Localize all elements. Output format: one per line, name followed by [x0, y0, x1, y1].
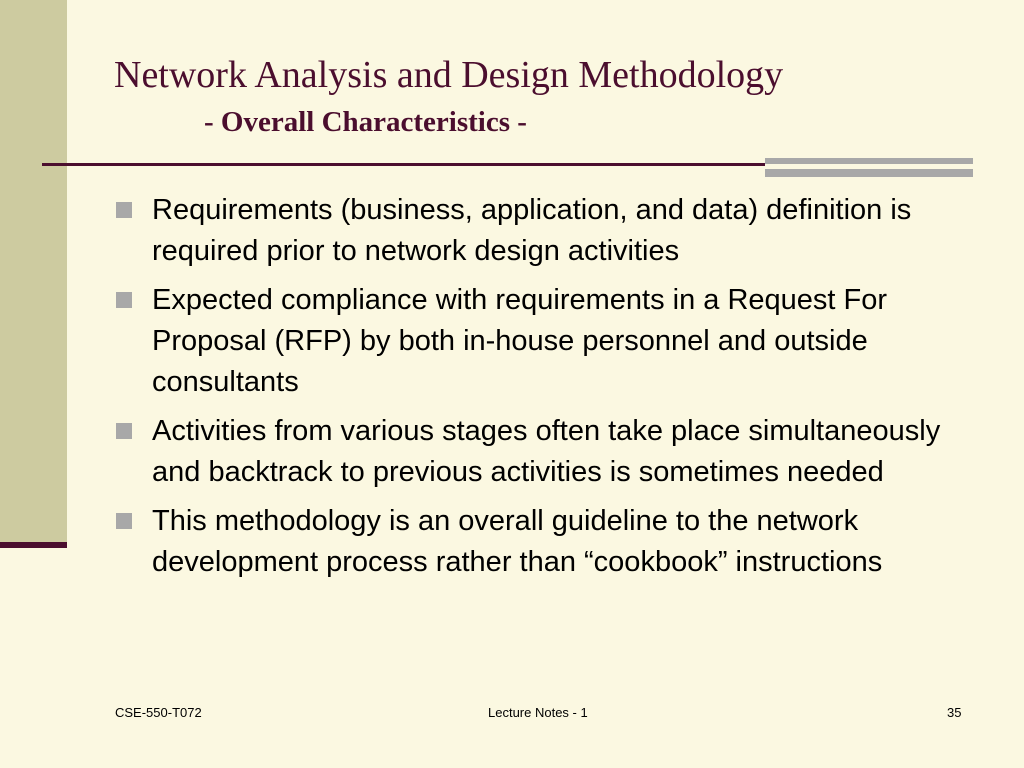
slide-title: Network Analysis and Design Methodology [114, 54, 784, 96]
title-divider-accent [765, 158, 973, 179]
left-decorative-bar [0, 0, 67, 545]
left-accent-line [0, 542, 67, 548]
square-bullet-icon [116, 292, 132, 308]
slide-subtitle: - Overall Characteristics - [204, 106, 527, 138]
bullet-text: Expected compliance with requirements in a Request For Proposal (RFP) by both in-house personnel and outside consultants [152, 284, 888, 398]
bullet-list [116, 190, 986, 591]
page-number: 35 [947, 705, 962, 720]
bullet-text: Activities from various stages often take place simultaneously and backtrack to previous activities is sometimes needed [152, 415, 941, 488]
square-bullet-icon [116, 513, 132, 529]
title-divider [42, 163, 765, 166]
bullet-item [116, 411, 986, 493]
bullet-text: Requirements (business, application, and data) definition is required prior to network design activities [152, 194, 912, 267]
bullet-item [116, 190, 986, 272]
footer-course-code: CSE-550-T072 [115, 705, 202, 720]
bullet-item [116, 280, 986, 403]
bullet-item [116, 501, 986, 583]
bullet-text: This methodology is an overall guideline to the network development process rather than “cookbook” instructions [152, 505, 883, 578]
footer-title: Lecture Notes - 1 [488, 705, 588, 720]
square-bullet-icon [116, 423, 132, 439]
square-bullet-icon [116, 202, 132, 218]
